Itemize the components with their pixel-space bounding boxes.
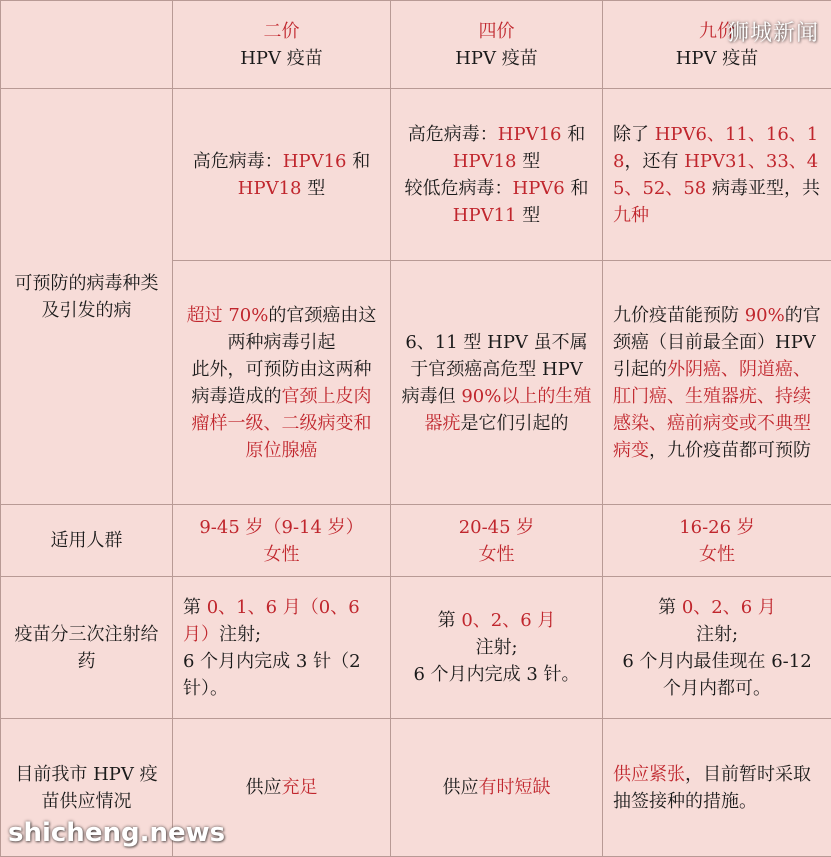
header-corner-cell	[1, 1, 173, 89]
v1-d: HPV18	[238, 178, 302, 199]
v2-a: 高危病毒：	[408, 124, 498, 145]
v2-f: 较低危病毒：	[405, 178, 513, 199]
v2-j: 型	[516, 205, 540, 226]
p2-age: 20-45 岁	[459, 517, 535, 538]
u1-b: 充足	[282, 777, 318, 798]
v2-c: 和	[561, 124, 585, 145]
schedule-cell-nonavalent	[603, 577, 831, 719]
p1-sex: 女性	[264, 544, 300, 565]
v1-c: 和	[346, 151, 370, 172]
v2-b: HPV16	[498, 124, 562, 145]
v3-a: 除了	[613, 124, 655, 145]
header-quadrivalent-sub: HPV 疫苗	[455, 48, 538, 69]
d2-b: 90%以上的生殖器疣	[425, 386, 592, 434]
s3-b: 0、2、6 月	[682, 597, 776, 618]
population-row	[1, 505, 831, 577]
u3-b: ，目前暂时采取抽签接种的措施。	[613, 764, 811, 812]
population-cell-bivalent	[173, 505, 391, 577]
d3-d: 外阴癌、阴道癌、肛门癌、生殖器疣、持续感染、癌前病变或不典型病变	[613, 359, 811, 461]
disease-cell-bivalent	[173, 261, 391, 505]
d3-b: 90%	[745, 305, 785, 326]
watermark-top-right: 狮城新闻	[727, 16, 819, 47]
s1-c: 注射;	[219, 624, 261, 645]
d2-c: 是它们引起的	[461, 413, 569, 434]
supply-label: 目前我市 HPV 疫苗供应情况	[1, 719, 173, 857]
disease-cell-quadrivalent	[391, 261, 603, 505]
p2-sex: 女性	[479, 544, 515, 565]
header-bivalent-tier: 二价	[183, 18, 380, 45]
supply-cell-nonavalent	[603, 719, 831, 857]
u1-a: 供应	[246, 777, 282, 798]
header-quadrivalent-tier: 四价	[401, 18, 592, 45]
virus-cell-nonavalent	[603, 89, 831, 261]
population-cell-nonavalent	[603, 505, 831, 577]
s3-d: 6 个月内最佳现在 6-12 个月内都可。	[622, 651, 811, 699]
v3-c: ，还有	[624, 151, 684, 172]
d1-a: 超过 70%	[187, 305, 269, 326]
s3-c: 注射;	[696, 624, 738, 645]
v3-b: HPV6、11、16、18	[613, 124, 818, 172]
s2-a: 第	[438, 610, 462, 631]
u2-b: 有时短缺	[479, 777, 551, 798]
u3-a: 供应紧张	[613, 764, 685, 785]
s2-b: 0、2、6 月	[461, 610, 555, 631]
virus-cell-quadrivalent	[391, 89, 603, 261]
d2-a: 6、11 型 HPV 虽不属于官颈癌高危型 HPV 病毒但	[402, 332, 588, 407]
v2-d: HPV18	[453, 151, 517, 172]
v1-a: 高危病毒：	[193, 151, 283, 172]
preventable-label: 可预防的病毒种类及引发的病	[1, 89, 173, 505]
v3-e: 病毒亚型，共	[706, 178, 820, 199]
v3-f: 九种	[613, 205, 649, 226]
virus-row	[1, 89, 831, 261]
schedule-row	[1, 577, 831, 719]
p1-age: 9-45 岁（9-14 岁）	[199, 517, 363, 538]
v2-i: HPV11	[453, 205, 517, 226]
v3-d: HPV31、33、45、52、58	[613, 151, 818, 199]
d1-c: 此外，可预防由这两种病毒造成的	[192, 359, 372, 407]
s3-a: 第	[658, 597, 682, 618]
header-quadrivalent	[391, 1, 603, 89]
p3-age: 16-26 岁	[679, 517, 755, 538]
virus-cell-bivalent	[173, 89, 391, 261]
population-label: 适用人群	[1, 505, 173, 577]
d3-e: ，九价疫苗都可预防	[649, 440, 811, 461]
schedule-cell-bivalent	[173, 577, 391, 719]
s2-d: 6 个月内完成 3 针。	[413, 664, 579, 685]
disease-cell-nonavalent	[603, 261, 831, 505]
d1-b: 的官颈癌由这两种病毒引起	[228, 305, 377, 353]
schedule-cell-quadrivalent	[391, 577, 603, 719]
v1-b: HPV16	[283, 151, 347, 172]
u2-a: 供应	[443, 777, 479, 798]
p3-sex: 女性	[699, 544, 735, 565]
d3-c: 的官颈癌（目前最全面）HPV 引起的	[613, 305, 821, 380]
supply-cell-quadrivalent	[391, 719, 603, 857]
v2-g: HPV6	[513, 178, 565, 199]
s1-d: 6 个月内完成 3 针（2 针）。	[183, 651, 361, 699]
d3-a: 九价疫苗能预防	[613, 305, 745, 326]
v1-e: 型	[301, 178, 325, 199]
v2-h: 和	[565, 178, 589, 199]
schedule-label: 疫苗分三次注射给药	[1, 577, 173, 719]
header-bivalent-sub: HPV 疫苗	[240, 48, 323, 69]
header-row	[1, 1, 831, 89]
header-nonavalent-tier: 九价	[613, 18, 821, 45]
header-bivalent	[173, 1, 391, 89]
population-cell-quadrivalent	[391, 505, 603, 577]
s1-a: 第	[183, 597, 207, 618]
s2-c: 注射;	[475, 637, 517, 658]
watermark-bottom-left: shicheng.news	[8, 818, 225, 848]
header-nonavalent-sub: HPV 疫苗	[676, 48, 759, 69]
d1-d: 官颈上皮肉瘤样一级、二级病变和原位腺癌	[192, 386, 372, 461]
s1-b: 0、1、6 月（0、6 月）	[183, 597, 360, 645]
v2-e: 型	[516, 151, 540, 172]
